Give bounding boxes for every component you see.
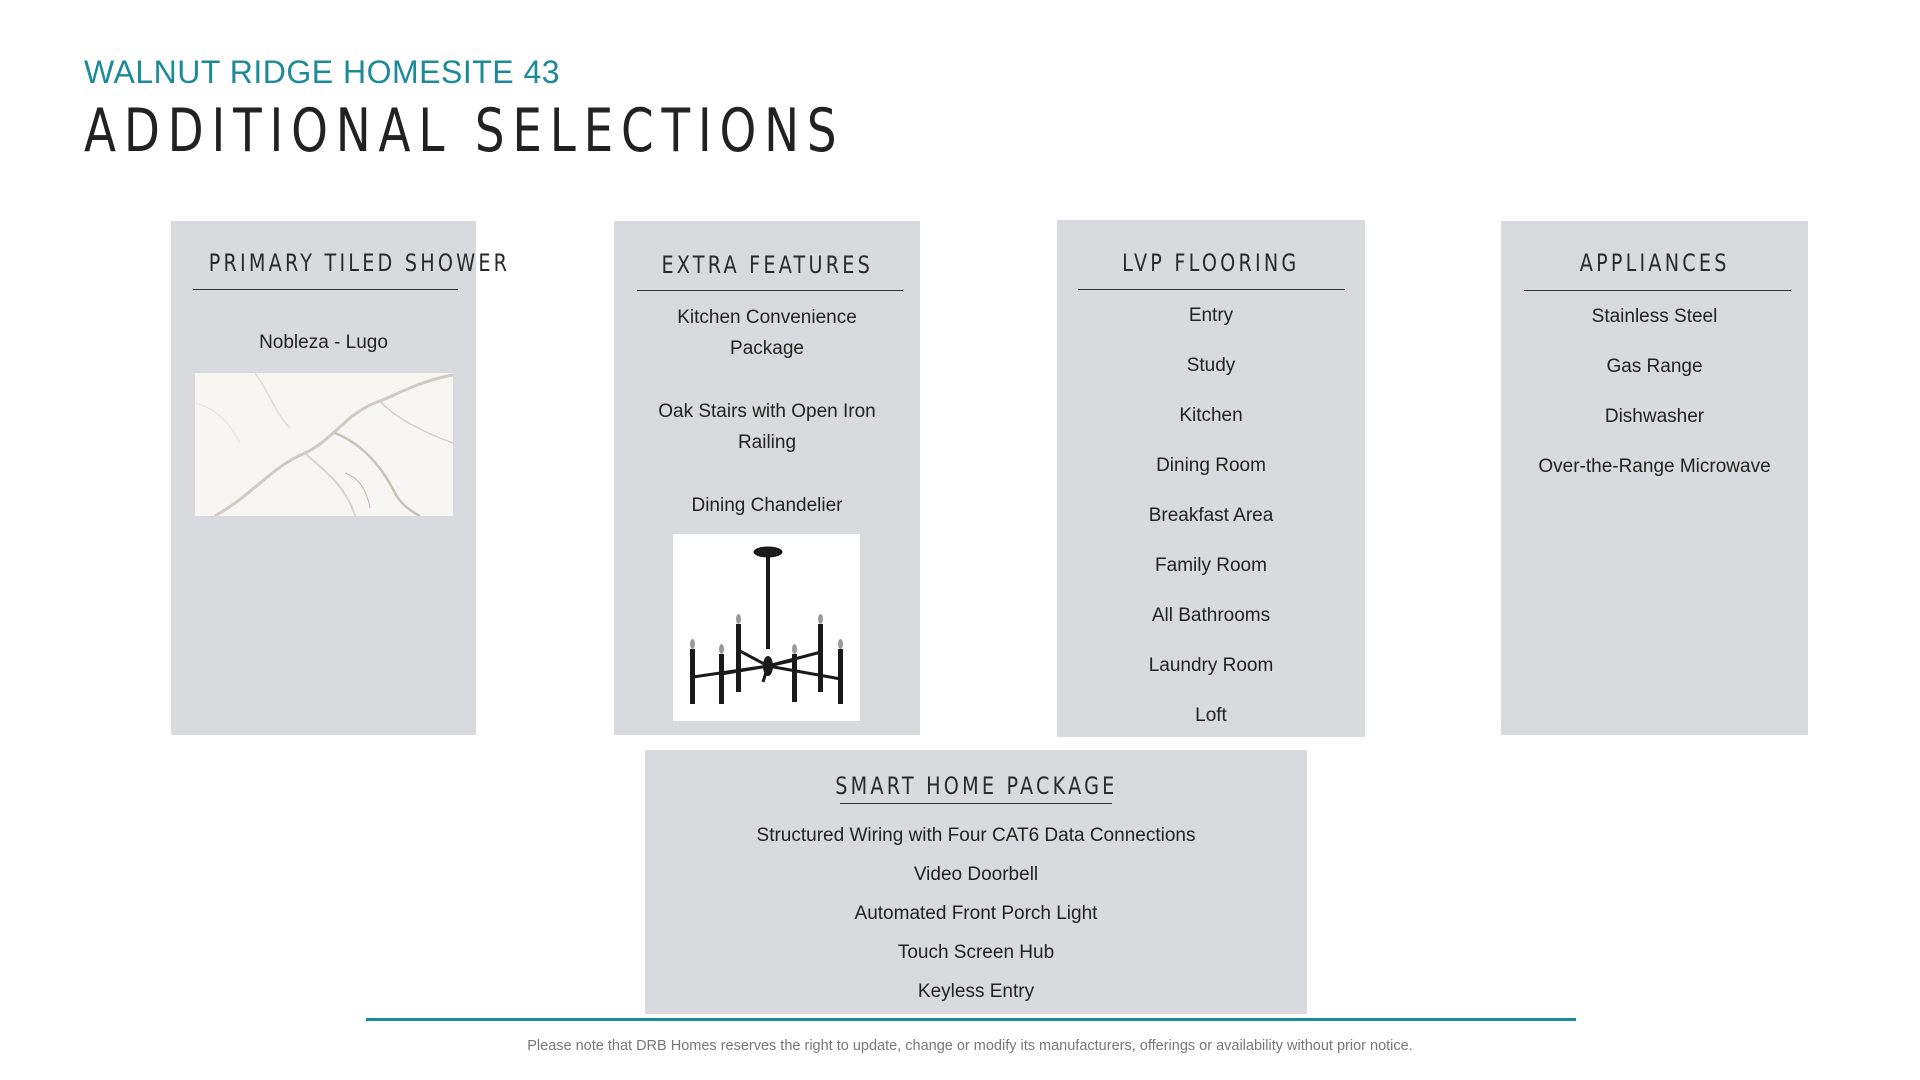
card-divider [1524,290,1791,291]
list-item: Entry [1188,305,1234,326]
list-item: Video Doorbell [913,864,1039,885]
list-item: Loft [1195,705,1227,726]
list-item: Nobleza - Lugo [259,332,388,353]
list-item: Dining Chandelier [691,495,843,516]
card-title: SMART HOME PACKAGE [834,772,1118,800]
tile-swatch-image [195,373,453,516]
list-item: Kitchen [1179,405,1243,426]
card-primary-tiled-shower [171,221,511,735]
list-item: Package [730,338,804,359]
card-title: PRIMARY TILED SHOWER [208,249,511,277]
list-item: Kitchen Convenience [677,307,857,328]
card-divider [193,289,458,290]
card-appliances [1501,221,1808,735]
card-title: LVP FLOORING [1122,249,1300,277]
list-item: Touch Screen Hub [897,942,1055,963]
card-smart-home-package [645,750,1307,1014]
list-item: All Bathrooms [1151,605,1271,626]
card-lvp-flooring [1057,220,1365,737]
list-item: Structured Wiring with Four CAT6 Data Connections [756,825,1196,846]
card-divider [1078,289,1345,290]
chandelier-image [673,534,860,721]
list-item: Family Room [1155,555,1267,576]
list-item: Laundry Room [1148,655,1274,676]
list-item: Gas Range [1606,356,1703,377]
card-divider [637,290,903,291]
card-extra-features [614,221,920,735]
page-title: ADDITIONAL SELECTIONS [84,96,845,166]
list-item: Automated Front Porch Light [854,903,1098,924]
disclaimer-text: Please note that DRB Homes reserves the right to update, change or modify its manufacturers, offerings or availability without prior notice. [527,1038,1413,1054]
page-subtitle: WALNUT RIDGE HOMESITE 43 [84,54,561,90]
card-title: EXTRA FEATURES [661,251,873,279]
list-item: Dining Room [1156,455,1266,476]
list-item: Over-the-Range Microwave [1538,456,1771,477]
card-divider [840,803,1112,804]
card-title: APPLIANCES [1579,249,1730,277]
list-item: Breakfast Area [1148,505,1274,526]
footer-divider [366,1018,1576,1021]
list-item: Oak Stairs with Open Iron [658,401,876,422]
list-item: Railing [737,432,797,453]
list-item: Study [1186,355,1236,376]
list-item: Keyless Entry [917,981,1035,1002]
list-item: Dishwasher [1604,406,1705,427]
list-item: Stainless Steel [1591,306,1718,327]
